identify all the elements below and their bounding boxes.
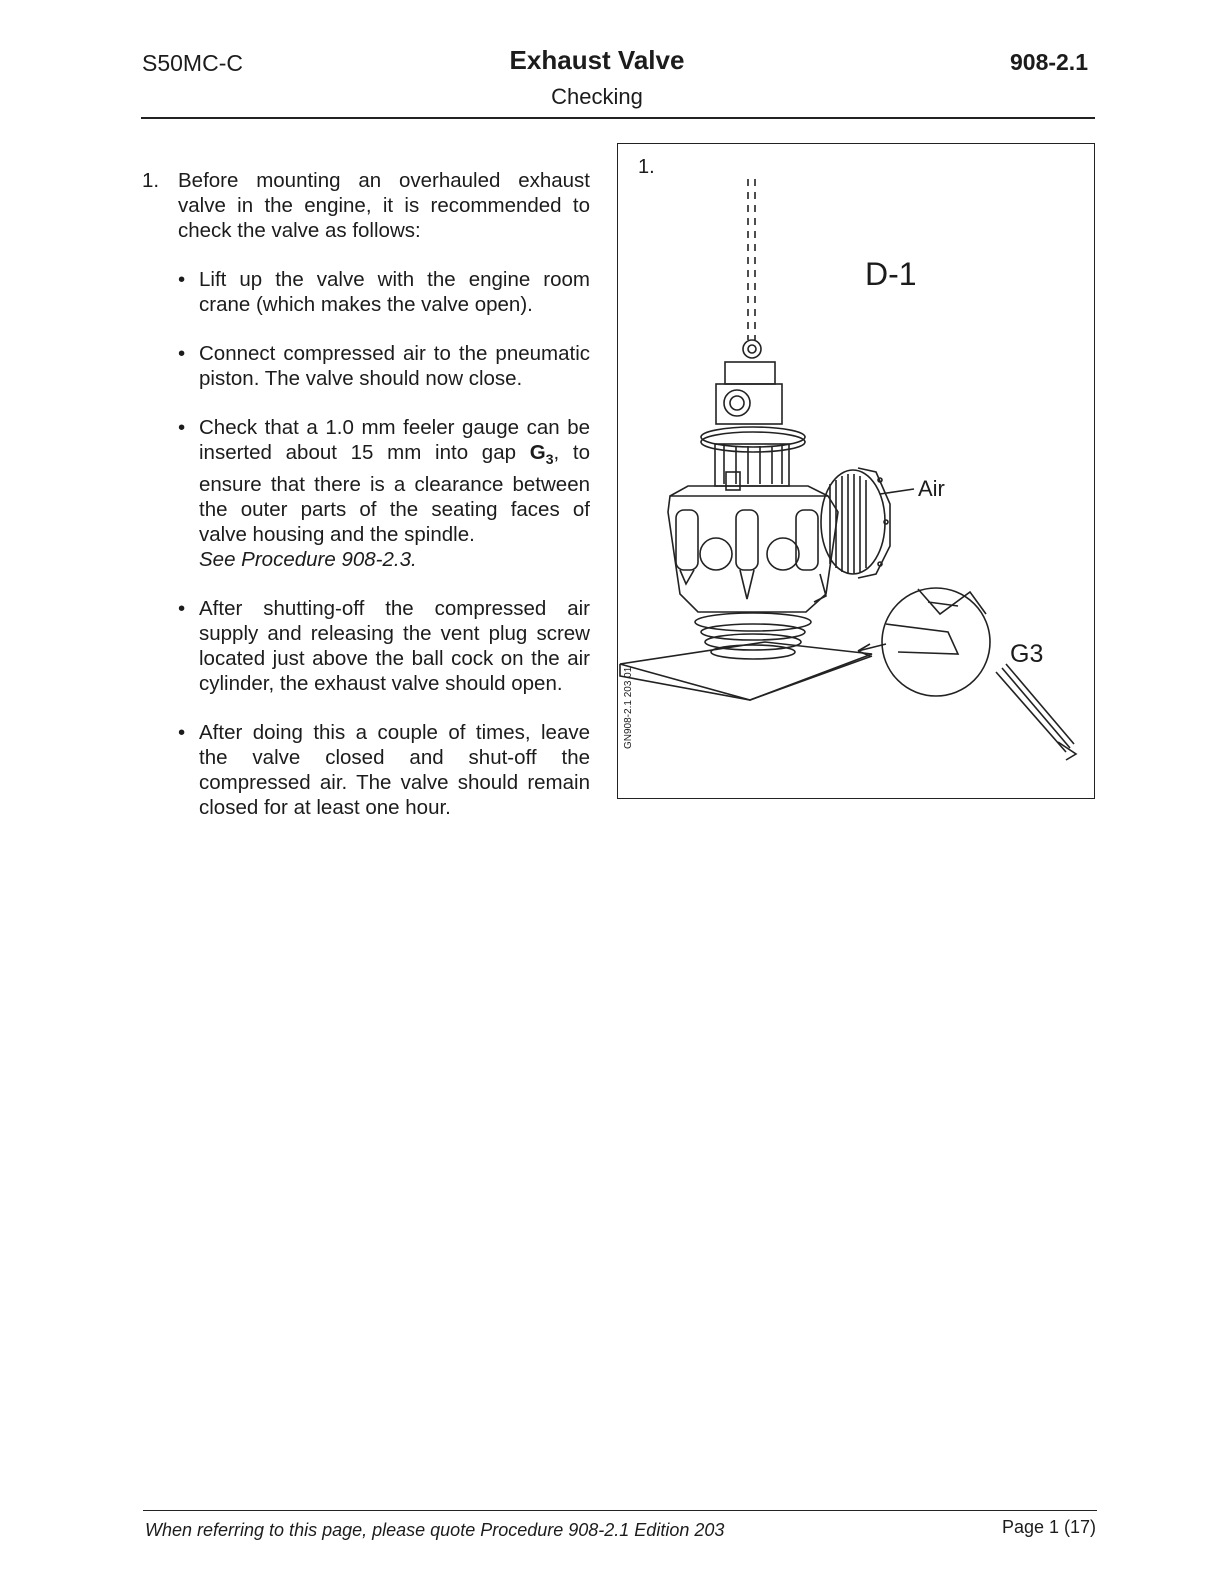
bullet-text: After shutting-off the compressed air supply and releasing the vent plug screw located just above the ball cock on the air cylinder, the exhaust valve should open. [199,597,590,696]
page-title: Exhaust Valve [509,45,685,75]
figure-label-main: D-1 [865,256,917,292]
figure-label-gap: G3 [1010,640,1044,668]
bullet-text-end: , to ensure that there is a clearance between the outer parts of the seating faces of valve housing and the spindle. [199,441,590,547]
bullet-item [178,415,590,572]
bullet-item [178,596,590,696]
bullet-icon: • [178,268,186,291]
procedure-reference: See Procedure 908-2.3. [199,548,417,572]
step-number: 1. [142,169,160,192]
bullet-text: Connect compressed air to the pneumatic piston. The valve should now close. [199,342,590,390]
bullet-item [178,267,590,317]
step-1 [142,168,590,243]
page-number: Page 1 (17) [1001,1517,1096,1537]
drawing-code: GN908-2.1 203 01 [623,666,634,749]
figure-exhaust-valve [617,143,1095,799]
engine-type: S50MC-C [142,50,243,76]
bullet-item [178,720,590,820]
footer-divider [143,1510,1097,1511]
gap-symbol: $G_3$ [529,441,554,468]
bullet-text-start: Check that a 1.0 mm feeler gauge can be inserted about 15 mm into gap [199,416,590,464]
instruction-text [142,168,590,820]
footer-reference: When referring to this page, please quote Procedure 908-2.1 Edition 203 [145,1520,725,1540]
page-subtitle: Checking [551,84,643,109]
header-divider [141,117,1095,119]
bullet-icon: • [178,342,186,365]
procedure-number: 908-2.1 [1009,49,1088,75]
bullet-text [199,415,590,572]
bullet-text: After doing this a couple of times, leave the valve closed and shut-off the compressed air. The valve should remain closed for at least one hour. [199,721,590,820]
exhaust-valve-drawing [618,144,1094,798]
bullet-icon: • [178,597,186,621]
bullet-icon: • [178,721,186,745]
bullet-icon: • [178,416,186,439]
bullet-text: Lift up the valve with the engine room crane (which makes the valve open). [199,268,590,316]
bullet-item [178,341,590,391]
step-intro: Before mounting an overhauled exhaust valve in the engine, it is recommended to check the valve as follows: [178,169,590,242]
figure-label-air: Air [918,476,945,501]
figure-number: 1. [638,156,655,178]
